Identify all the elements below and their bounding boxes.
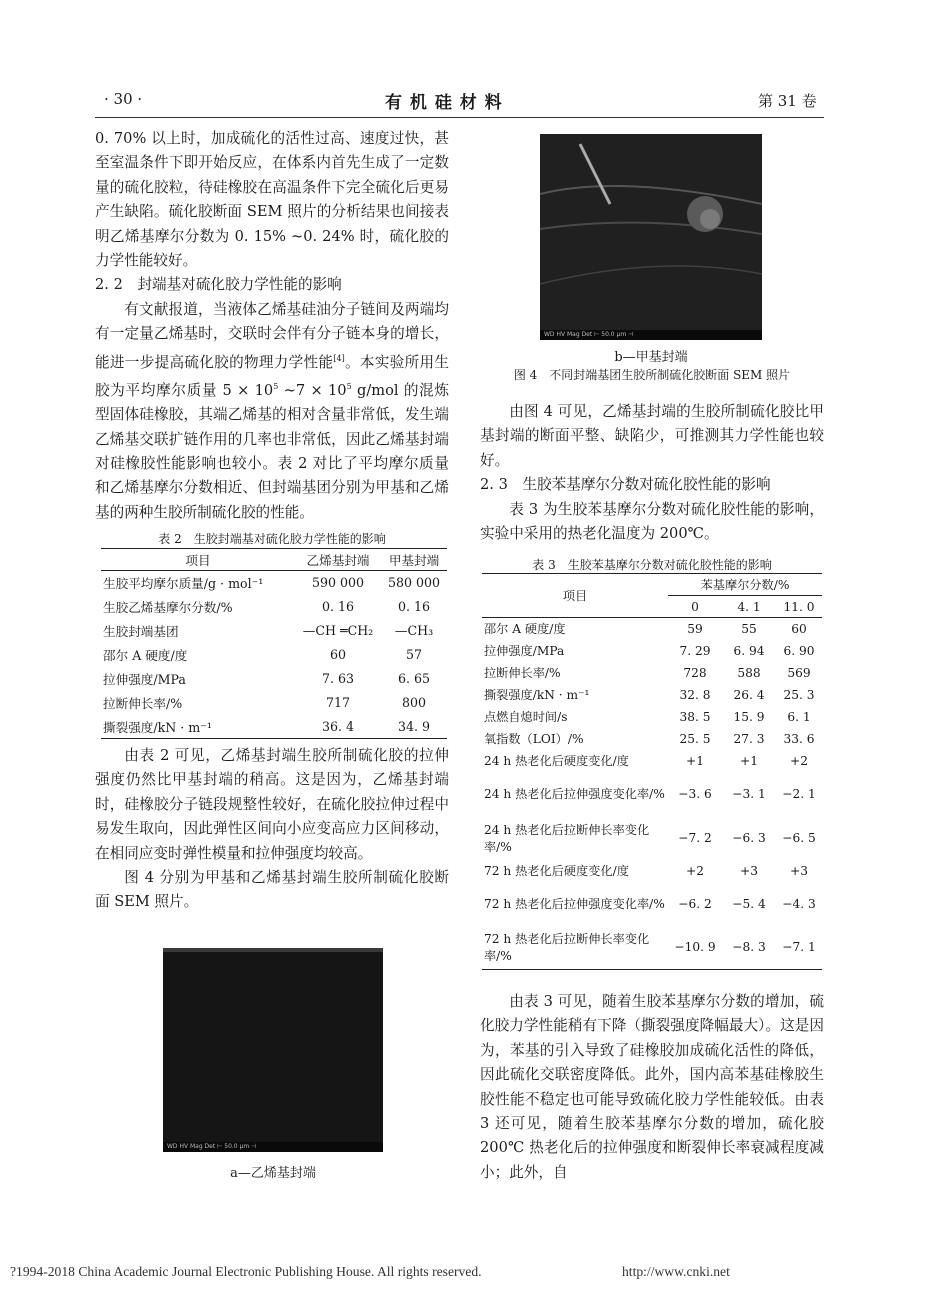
- sem-scale-bar: WD HV Mag Det ⊢ 50.0 μm ⊣: [163, 1142, 383, 1152]
- table-row: 拉伸强度/MPa 7. 29 6. 94 6. 90: [484, 643, 815, 658]
- table-row: 生胶乙烯基摩尔分数/% 0. 16 0. 16: [103, 599, 431, 615]
- paragraph-table3-discussion: 由表 3 可见，随着生胶苯基摩尔分数的增加，硫化胶力学性能稍有下降（撕裂强度降幅最大）。这是因为，苯基的引入导致了硅橡胶加成硫化活性的降低，因此硫化交联密度降低。此外，国内高苯基硅橡胶生胶性能不稳定也可能导致硫化胶力学性能较低。由表 3 还可见，随着生胶苯基摩尔分数的增加，硫化胶 200℃ 热老化后的拉伸强度和断裂伸长率衰减程度减小；此外，自: [480, 993, 824, 1181]
- table-row: 氧指数（LOI）/% 25. 5 27. 3 33. 6: [484, 731, 815, 746]
- table-row: 生胶封端基团 —CH ═CH₂ —CH₃: [103, 623, 434, 639]
- table-row: 24 h 热老化后拉断伸长率变化率/% −7. 2 −6. 3 −6. 5: [484, 822, 816, 854]
- footer-url[interactable]: http://www.cnki.net: [622, 1264, 730, 1279]
- table-row: 拉断伸长率/% 717 800: [103, 695, 427, 711]
- sem-scale-bar: WD HV Mag Det ⊢ 50.0 μm ⊣: [540, 330, 762, 340]
- table-row: 邵尔 A 硬度/度 60 57: [103, 647, 423, 663]
- paragraph-table3-intro: 表 3 为生胶苯基摩尔分数对硫化胶性能的影响，实验中采用的热老化温度为 200℃。: [480, 500, 824, 543]
- table3: [482, 573, 822, 970]
- section-heading-2-2: 2. 2 封端基对硫化胶力学性能的影响: [95, 276, 342, 294]
- right-column-lower: [480, 990, 824, 1185]
- table2: [101, 548, 447, 739]
- table2-header-vinyl: 乙烯基封端: [306, 553, 370, 568]
- page-number: · 30 ·: [104, 90, 143, 108]
- table2-caption: 表 2 生胶封端基对硫化胶力学性能的影响: [158, 532, 386, 546]
- citation-ref: [4]: [333, 353, 345, 363]
- table2-header-methyl: 甲基封端: [388, 553, 440, 568]
- table3-caption: 表 3 生胶苯基摩尔分数对硫化胶性能的影响: [532, 558, 772, 572]
- figure4-caption: 图 4 不同封端基团生胶所制硫化胶断面 SEM 照片: [513, 368, 791, 382]
- table2-header-row: [101, 549, 447, 571]
- table-row: 72 h 热老化后拉断伸长率变化率/% −10. 9 −8. 3 −7. 1: [482, 926, 822, 970]
- figure4b-caption: b—甲基封端: [614, 350, 688, 365]
- table-row: 72 h 热老化后拉伸强度变化率/% −6. 2 −5. 4 −4. 3: [484, 896, 816, 911]
- left-column: [95, 127, 449, 525]
- table-row: 邵尔 A 硬度/度 59 55 60: [482, 618, 822, 640]
- table-row: 点燃自熄时间/s 38. 5 15. 9 6. 1: [484, 709, 811, 724]
- table-row: 生胶平均摩尔质量/g · mol⁻¹ 590 000 580 000: [101, 571, 447, 595]
- table2-header-item: 项目: [185, 553, 211, 568]
- paragraph-table2-discussion: 由表 2 可见，乙烯基封端生胶所制硫化胶的拉伸强度仍然比甲基封端的稍高。这是因为，乙烯基封端时，硅橡胶分子链段规整性较好，在硫化胶拉伸过程中易发生取向，因此弹性区间向小应变高应力区间移动，在相同应变时弹性模量和拉伸强度均较高。: [95, 747, 449, 862]
- right-column: [480, 400, 824, 546]
- header-rule: [95, 117, 824, 118]
- table-row: 拉断伸长率/% 728 588 569: [484, 665, 811, 680]
- table3-header-group: 苯基摩尔分数/%: [668, 574, 822, 596]
- sem-image-methyl: [540, 134, 762, 340]
- table-row: 撕裂强度/kN · m⁻¹ 32. 8 26. 4 25. 3: [484, 687, 815, 702]
- table-row: 72 h 热老化后硬度变化/度 +2 +3 +3: [484, 863, 808, 878]
- section-heading-2-3: 2. 3 生胶苯基摩尔分数对硫化胶性能的影响: [480, 476, 771, 494]
- journal-title: 有 机 硅 材 料: [385, 93, 503, 113]
- left-column-lower: [95, 744, 449, 915]
- table-row: 24 h 热老化后硬度变化/度 +1 +1 +2: [484, 753, 808, 768]
- table3-header-item: 项目: [562, 589, 588, 603]
- sem-image-vinyl: [163, 948, 383, 1152]
- paragraph-end-groups: 有文献报道，当液体乙烯基硅油分子链间及两端均有一定量乙烯基时，交联时会伴有分子链本身的增长，能进一步提高硫化胶的物理力学性能[4]。本实验所用生胶为平均摩尔质量 $5 \times 10^5$ ~7 × $10^5$ g/mol 的混炼型固体硅橡胶，其端乙烯基的相对含量非常低，发生端乙烯基交联扩链作用的几率也非常低，因此乙烯基封端对硅橡胶性能影响也较小。表 2 对比了平均摩尔质量和乙烯基摩尔分数相近、但封端基团分别为甲基和乙烯基的两种生胶所制硫化胶的性能。: [95, 300, 449, 521]
- paragraph-figure4-intro: 图 4 分别为甲基和乙烯基封端生胶所制硫化胶断面 SEM 照片。: [95, 869, 449, 911]
- table-row: 拉伸强度/MPa 7. 63 6. 65: [103, 671, 431, 687]
- table3-header-row: [482, 574, 822, 596]
- table-row: 撕裂强度/kN · m⁻¹ 36. 4 34. 9: [101, 715, 447, 739]
- paragraph-figure4-discussion: 由图 4 可见，乙烯基封端的生胶所制硫化胶比甲基封端的断面平整、缺陷少，可推测其力学性能也较好。: [480, 403, 824, 469]
- volume-label: 第 31 卷: [758, 92, 817, 110]
- table3-subheader-row: 0 4. 1 11. 0: [691, 599, 815, 614]
- table-row: 24 h 热老化后拉伸强度变化率/% −3. 6 −3. 1 −2. 1: [484, 786, 816, 801]
- paragraph-vinyl-content: 0. 70% 以上时，加成硫化的活性过高、速度过快，甚至室温条件下即开始反应，在体系内首先生成了一定数量的硫化胶粒，待硅橡胶在高温条件下完全硫化后更易产生缺陷。硫化胶断面 SEM 照片的分析结果也间接表明乙烯基摩尔分数为 0. 15% ~0. 24% 时，硫化胶的力学性能较好。: [95, 130, 449, 270]
- footer-copyright: ?1994-2018 China Academic Journal Electronic Publishing House. All rights reserved.: [10, 1264, 482, 1279]
- figure4a-caption: a—乙烯基封端: [230, 1166, 316, 1181]
- sem-fracture-texture: [540, 134, 762, 330]
